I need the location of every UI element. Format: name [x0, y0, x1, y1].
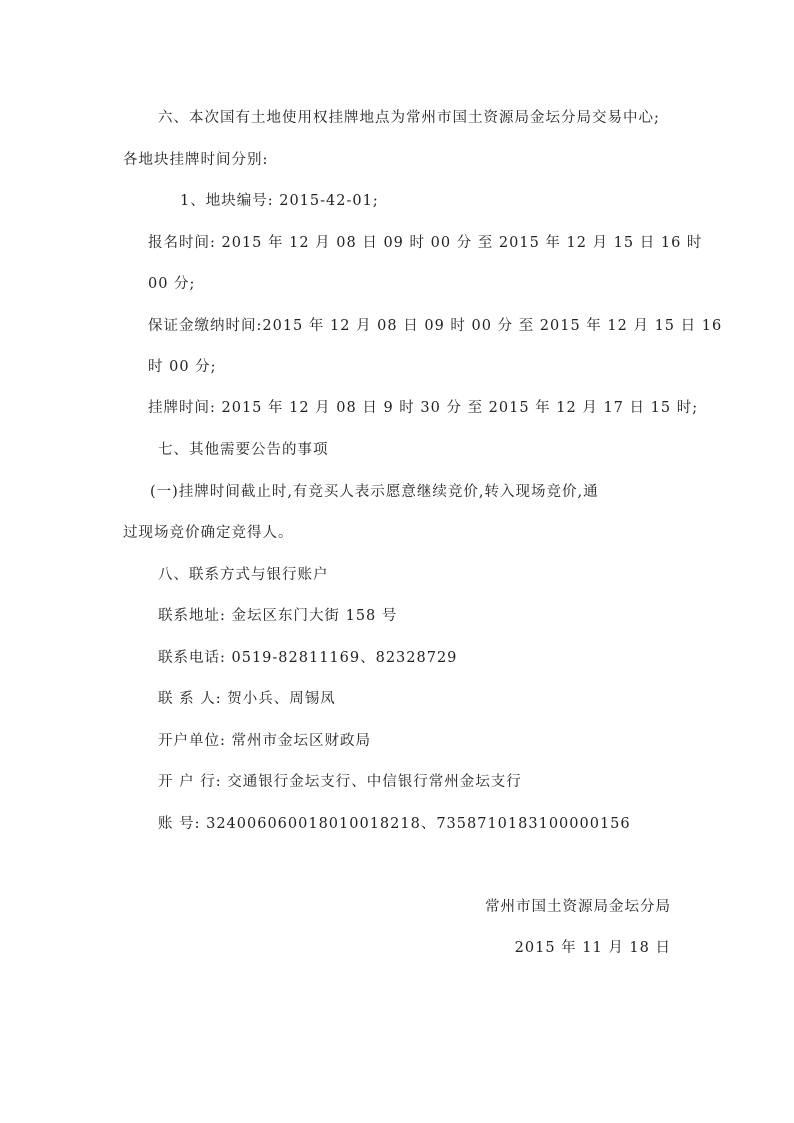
issuer-signature: 常州市国土资源局金坛分局 [485, 899, 671, 915]
deposit-time-line2: 时 00 分; [148, 359, 217, 375]
contact-address: 联系地址: 金坛区东门大街 158 号 [158, 608, 398, 624]
deposit-time-line1: 保证金缴纳时间:2015 年 12 月 08 日 09 时 00 分 至 2015 年 12 月 15 日 16 [148, 318, 723, 334]
parcel-number: 1、地块编号: 2015-42-01; [180, 193, 379, 209]
registration-time-line1: 报名时间: 2015 年 12 月 08 日 09 时 00 分 至 2015 年 12 月 15 日 16 时 [148, 235, 703, 251]
section7-item1-line1: (一)挂牌时间截止时,有竞买人表示愿意继续竞价,转入现场竞价,通 [150, 484, 599, 500]
section7-item1-line2: 过现场竞价确定竞得人。 [123, 525, 294, 541]
section7-heading: 七、其他需要公告的事项 [158, 442, 329, 458]
bank-name: 开 户 行: 交通银行金坛支行、中信银行常州金坛支行 [158, 774, 522, 790]
contact-phone: 联系电话: 0519-82811169、82328729 [158, 650, 458, 666]
section6-line1: 六、本次国有土地使用权挂牌地点为常州市国土资源局金坛分局交易中心; [158, 110, 660, 126]
account-unit: 开户单位: 常州市金坛区财政局 [158, 733, 371, 749]
listing-time: 挂牌时间: 2015 年 12 月 08 日 9 时 30 分 至 2015 年 12 月 17 日 15 时; [148, 400, 699, 416]
section6-line2: 各地块挂牌时间分别: [123, 152, 269, 168]
account-number: 账 号: 324006060018010018218、7358710183100000156 [158, 816, 631, 832]
issue-date: 2015 年 11 月 18 日 [514, 940, 671, 956]
section8-heading: 八、联系方式与银行账户 [158, 567, 329, 583]
contact-person: 联 系 人: 贺小兵、周锡凤 [158, 691, 336, 707]
registration-time-line2: 00 分; [148, 276, 196, 292]
